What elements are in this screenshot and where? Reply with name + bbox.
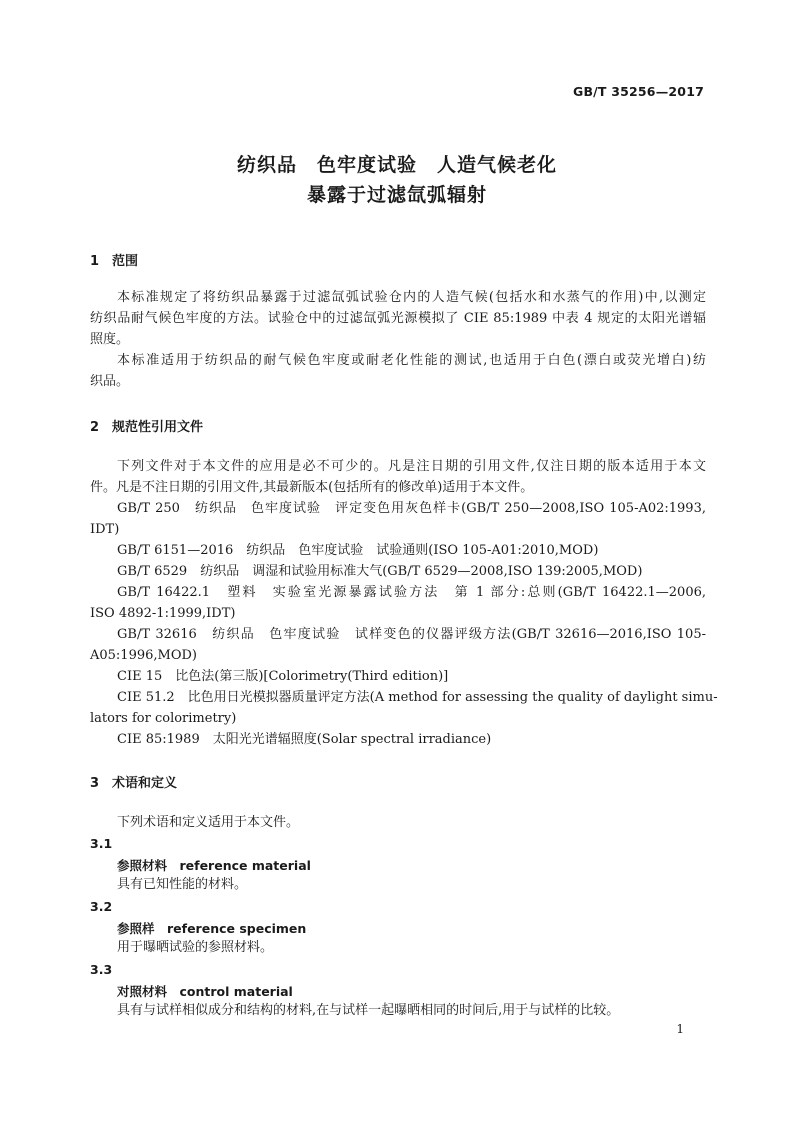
paragraph-line: 下列术语和定义适用于本文件。 <box>117 815 300 830</box>
reference-item: CIE 51.2 比色用日光模拟器质量评定方法(A method for assessing the quality of daylight simu- <box>117 690 718 705</box>
reference-item: GB/T 250 纺织品 色牢度试验 评定变色用灰色样卡(GB/T 250—2008,ISO 105-A02:1993, <box>117 501 706 516</box>
term-number: 3.1 <box>90 836 113 851</box>
paragraph-line: 纺织品耐气候色牢度的方法。试验仓中的过滤氙弧光源模拟了 CIE 85:1989 中表 4 规定的太阳光谱辐 <box>90 311 706 326</box>
reference-item: CIE 15 比色法(第三版)[Colorimetry(Third edition)] <box>117 669 449 684</box>
term-title: 参照材料 reference material <box>117 858 311 873</box>
section-3-heading: 3 术语和定义 <box>90 776 178 791</box>
paragraph-line: 本标准适用于纺织品的耐气候色牢度或耐老化性能的测试,也适用于白色(漂白或荧光增白)纺 <box>117 353 706 368</box>
paragraph-line: 件。凡是不注日期的引用文件,其最新版本(包括所有的修改单)适用于本文件。 <box>90 480 534 495</box>
reference-item: ISO 4892-1:1999,IDT) <box>90 606 236 621</box>
term-number: 3.3 <box>90 962 113 977</box>
document-title-line-1: 纺织品 色牢度试验 人造气候老化 <box>236 154 557 176</box>
term-title: 对照材料 control material <box>117 984 293 999</box>
term-definition: 用于曝晒试验的参照材料。 <box>117 940 274 955</box>
page-number: 1 <box>676 1022 684 1036</box>
reference-item: lators for colorimetry) <box>90 711 237 726</box>
term-title: 参照样 reference specimen <box>117 921 307 936</box>
reference-item: GB/T 16422.1 塑料 实验室光源暴露试验方法 第 1 部分:总则(GB/T 16422.1—2006, <box>117 585 706 600</box>
paragraph-line: 照度。 <box>90 332 130 347</box>
reference-item: GB/T 32616 纺织品 色牢度试验 试样变色的仪器评级方法(GB/T 32616—2016,ISO 105- <box>117 627 706 642</box>
reference-item: GB/T 6529 纺织品 调湿和试验用标准大气(GB/T 6529—2008,ISO 139:2005,MOD) <box>117 564 643 579</box>
section-2-heading: 2 规范性引用文件 <box>90 420 204 435</box>
term-definition: 具有已知性能的材料。 <box>117 877 248 892</box>
term-number: 3.2 <box>90 899 113 914</box>
document-title-line-2: 暴露于过滤氙弧辐射 <box>306 184 487 206</box>
reference-item: IDT) <box>90 522 120 537</box>
term-definition: 具有与试样相似成分和结构的材料,在与试样一起曝晒相同的时间后,用于与试样的比较。 <box>117 1003 620 1018</box>
paragraph-line: 织品。 <box>90 374 130 389</box>
reference-item: GB/T 6151—2016 纺织品 色牢度试验 试验通则(ISO 105-A01:2010,MOD) <box>117 543 599 558</box>
paragraph-line: 本标准规定了将纺织品暴露于过滤氙弧试验仓内的人造气候(包括水和水蒸气的作用)中,以测定 <box>117 290 706 305</box>
section-1-heading: 1 范围 <box>90 254 139 269</box>
standard-code: GB/T 35256—2017 <box>572 84 704 99</box>
reference-item: CIE 85:1989 太阳光光谱辐照度(Solar spectral irradiance) <box>117 732 492 747</box>
reference-item: A05:1996,MOD) <box>90 648 197 663</box>
paragraph-line: 下列文件对于本文件的应用是必不可少的。凡是注日期的引用文件,仅注日期的版本适用于本文 <box>117 459 706 474</box>
